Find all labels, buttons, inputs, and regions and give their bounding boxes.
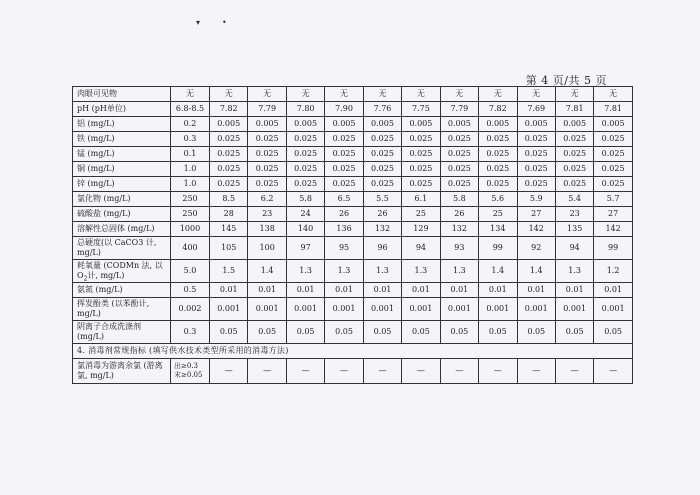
sample-value: 0.005 bbox=[440, 117, 478, 132]
sample-value: 0.025 bbox=[325, 132, 363, 147]
sample-value: 7.69 bbox=[517, 102, 555, 117]
sample-value: 6.2 bbox=[248, 192, 286, 207]
sample-value: — bbox=[402, 359, 440, 384]
table-row bbox=[73, 207, 633, 222]
sample-value: — bbox=[594, 359, 632, 384]
sample-value: — bbox=[210, 359, 248, 384]
sample-value: 7.75 bbox=[402, 102, 440, 117]
sample-value: 0.001 bbox=[325, 298, 363, 321]
sample-value: 无 bbox=[594, 87, 632, 102]
sample-value: 24 bbox=[286, 207, 324, 222]
sample-value: 0.025 bbox=[248, 147, 286, 162]
sample-value: — bbox=[325, 359, 363, 384]
sample-value: 0.01 bbox=[286, 283, 324, 298]
sample-value: 无 bbox=[248, 87, 286, 102]
sample-value: 0.025 bbox=[286, 162, 324, 177]
sample-value: 0.001 bbox=[555, 298, 593, 321]
sample-value: 0.001 bbox=[517, 298, 555, 321]
sample-value: 0.025 bbox=[363, 147, 401, 162]
table-row bbox=[73, 321, 633, 344]
sample-value: 5.8 bbox=[440, 192, 478, 207]
sample-value: 5.6 bbox=[479, 192, 517, 207]
sample-value: 1.3 bbox=[402, 260, 440, 283]
row-label: pH (pH单位) bbox=[73, 102, 171, 117]
sample-value: 7.80 bbox=[286, 102, 324, 117]
row-label: 耗氧量 (CODMn 法, 以 $O_2$计, mg/L) bbox=[73, 260, 171, 283]
sample-value: 0.01 bbox=[517, 283, 555, 298]
row-label: 氨氮 (mg/L) bbox=[73, 283, 171, 298]
sample-value: 0.025 bbox=[325, 162, 363, 177]
sample-value: 无 bbox=[210, 87, 248, 102]
sample-value: 0.025 bbox=[555, 132, 593, 147]
sample-value: 7.90 bbox=[325, 102, 363, 117]
sample-value: 0.025 bbox=[363, 177, 401, 192]
row-label: 肉眼可见物 bbox=[73, 87, 171, 102]
sample-value: 1.3 bbox=[286, 260, 324, 283]
sample-value: 0.05 bbox=[248, 321, 286, 344]
sample-value: 0.005 bbox=[363, 117, 401, 132]
sample-value: 0.01 bbox=[325, 283, 363, 298]
sample-value: 105 bbox=[210, 237, 248, 260]
sample-value: 0.025 bbox=[286, 177, 324, 192]
sample-value: 0.005 bbox=[248, 117, 286, 132]
sample-value: 99 bbox=[479, 237, 517, 260]
table-row bbox=[73, 177, 633, 192]
row-label: 氯消毒为游离余氯 (游离氯, mg/L) bbox=[73, 359, 171, 384]
limit-value: 5.0 bbox=[171, 260, 210, 283]
sample-value: 1.3 bbox=[363, 260, 401, 283]
sample-value: 无 bbox=[363, 87, 401, 102]
row-label: 铜 (mg/L) bbox=[73, 162, 171, 177]
sample-value: 1.3 bbox=[555, 260, 593, 283]
sample-value: 1.4 bbox=[517, 260, 555, 283]
sample-value: 0.005 bbox=[286, 117, 324, 132]
sample-value: 0.025 bbox=[517, 177, 555, 192]
sample-value: 0.01 bbox=[555, 283, 593, 298]
limit-value: 6.8-8.5 bbox=[171, 102, 210, 117]
sample-value: 0.025 bbox=[594, 132, 632, 147]
sample-value: 0.01 bbox=[402, 283, 440, 298]
sample-value: 0.025 bbox=[594, 162, 632, 177]
scan-marks: ▾ • bbox=[196, 18, 227, 27]
sample-value: 93 bbox=[440, 237, 478, 260]
row-label: 总硬度(以 CaCO3 计, mg/L) bbox=[73, 237, 171, 260]
limit-value: 0.002 bbox=[171, 298, 210, 321]
sample-value: 23 bbox=[248, 207, 286, 222]
sample-value: 7.82 bbox=[479, 102, 517, 117]
sample-value: 7.81 bbox=[594, 102, 632, 117]
sample-value: 无 bbox=[440, 87, 478, 102]
sample-value: 0.025 bbox=[440, 147, 478, 162]
sample-value: 0.025 bbox=[402, 147, 440, 162]
sample-value: 0.01 bbox=[210, 283, 248, 298]
table-row bbox=[73, 87, 633, 102]
sample-value: 0.05 bbox=[363, 321, 401, 344]
sample-value: — bbox=[479, 359, 517, 384]
sample-value: 0.025 bbox=[363, 132, 401, 147]
sample-value: 27 bbox=[517, 207, 555, 222]
sample-value: — bbox=[363, 359, 401, 384]
limit-value: 250 bbox=[171, 207, 210, 222]
sample-value: 0.01 bbox=[479, 283, 517, 298]
sample-value: — bbox=[555, 359, 593, 384]
limit-value: 0.2 bbox=[171, 117, 210, 132]
sample-value: — bbox=[286, 359, 324, 384]
sample-value: 0.025 bbox=[517, 162, 555, 177]
sample-value: 5.4 bbox=[555, 192, 593, 207]
sample-value: 1.2 bbox=[594, 260, 632, 283]
sample-value: 99 bbox=[594, 237, 632, 260]
sample-value: 无 bbox=[325, 87, 363, 102]
table-row bbox=[73, 147, 633, 162]
sample-value: 0.05 bbox=[517, 321, 555, 344]
sample-value: 0.005 bbox=[210, 117, 248, 132]
sample-value: 0.025 bbox=[479, 162, 517, 177]
sample-value: 0.05 bbox=[594, 321, 632, 344]
sample-value: 7.81 bbox=[555, 102, 593, 117]
table-row bbox=[73, 222, 633, 237]
sample-value: 26 bbox=[440, 207, 478, 222]
table-row bbox=[73, 132, 633, 147]
sample-value: 0.005 bbox=[479, 117, 517, 132]
sample-value: 0.01 bbox=[440, 283, 478, 298]
sample-value: 0.025 bbox=[286, 147, 324, 162]
sample-value: 1.4 bbox=[248, 260, 286, 283]
sample-value: 0.025 bbox=[594, 177, 632, 192]
limit-value: 1.0 bbox=[171, 162, 210, 177]
sample-value: 0.025 bbox=[479, 177, 517, 192]
sample-value: 96 bbox=[363, 237, 401, 260]
sample-value: 27 bbox=[594, 207, 632, 222]
sample-value: 7.76 bbox=[363, 102, 401, 117]
sample-value: 1.5 bbox=[210, 260, 248, 283]
sample-value: 0.025 bbox=[363, 162, 401, 177]
sample-value: 无 bbox=[517, 87, 555, 102]
sample-value: 0.01 bbox=[248, 283, 286, 298]
sample-value: 5.9 bbox=[517, 192, 555, 207]
sample-value: 0.025 bbox=[440, 162, 478, 177]
sample-value: 6.1 bbox=[402, 192, 440, 207]
sample-value: 0.025 bbox=[248, 162, 286, 177]
sample-value: 138 bbox=[248, 222, 286, 237]
limit-value: 0.1 bbox=[171, 147, 210, 162]
limit-value: 0.3 bbox=[171, 321, 210, 344]
sample-value: 0.025 bbox=[594, 147, 632, 162]
sample-value: 0.025 bbox=[555, 162, 593, 177]
sample-value: 0.05 bbox=[325, 321, 363, 344]
limit-value: 250 bbox=[171, 192, 210, 207]
sample-value: — bbox=[517, 359, 555, 384]
sample-value: 0.025 bbox=[286, 132, 324, 147]
table-row bbox=[73, 283, 633, 298]
row-label: 氯化物 (mg/L) bbox=[73, 192, 171, 207]
sample-value: 0.05 bbox=[210, 321, 248, 344]
sample-value: 7.79 bbox=[248, 102, 286, 117]
sample-value: 无 bbox=[479, 87, 517, 102]
sample-value: 0.025 bbox=[440, 177, 478, 192]
row-label: 锌 (mg/L) bbox=[73, 177, 171, 192]
sample-value: 0.025 bbox=[248, 132, 286, 147]
sample-value: 142 bbox=[594, 222, 632, 237]
sample-value: 0.025 bbox=[210, 147, 248, 162]
sample-value: 0.001 bbox=[402, 298, 440, 321]
sample-value: 134 bbox=[479, 222, 517, 237]
limit-value bbox=[171, 359, 210, 384]
row-label: 硫酸盐 (mg/L) bbox=[73, 207, 171, 222]
sample-value: 0.05 bbox=[440, 321, 478, 344]
row-label: 铝 (mg/L) bbox=[73, 117, 171, 132]
row-label: 挥发酚类 (以苯酚计, mg/L) bbox=[73, 298, 171, 321]
sample-value: 26 bbox=[363, 207, 401, 222]
sample-value: 0.025 bbox=[517, 147, 555, 162]
sample-value: 1.3 bbox=[325, 260, 363, 283]
row-label: 铁 (mg/L) bbox=[73, 132, 171, 147]
sample-value: 0.025 bbox=[479, 147, 517, 162]
sample-value: 5.5 bbox=[363, 192, 401, 207]
table-row bbox=[73, 359, 633, 384]
limit-outlet: 出≥0.3 bbox=[174, 362, 198, 370]
sample-value: 94 bbox=[402, 237, 440, 260]
sample-value: 0.05 bbox=[402, 321, 440, 344]
sample-value: 0.05 bbox=[479, 321, 517, 344]
sample-value: 142 bbox=[517, 222, 555, 237]
sample-value: 0.01 bbox=[594, 283, 632, 298]
sample-value: 94 bbox=[555, 237, 593, 260]
row-label: 溶解性总固体 (mg/L) bbox=[73, 222, 171, 237]
sample-value: 25 bbox=[479, 207, 517, 222]
section-heading-row bbox=[73, 344, 633, 359]
row-label: 阴离子合成洗涤剂 (mg/L) bbox=[73, 321, 171, 344]
sample-value: 28 bbox=[210, 207, 248, 222]
table-row bbox=[73, 102, 633, 117]
sample-value: 0.025 bbox=[325, 147, 363, 162]
sample-value: 0.005 bbox=[402, 117, 440, 132]
sample-value: 129 bbox=[402, 222, 440, 237]
sample-value: 0.05 bbox=[286, 321, 324, 344]
sample-value: 132 bbox=[440, 222, 478, 237]
limit-value: 无 bbox=[171, 87, 210, 102]
sample-value: 0.025 bbox=[555, 177, 593, 192]
sample-value: 0.025 bbox=[517, 132, 555, 147]
sample-value: 无 bbox=[402, 87, 440, 102]
sample-value: 0.025 bbox=[210, 162, 248, 177]
sample-value: 26 bbox=[325, 207, 363, 222]
sample-value: 0.001 bbox=[248, 298, 286, 321]
table-row bbox=[73, 162, 633, 177]
sample-value: 0.025 bbox=[555, 147, 593, 162]
sample-value: 0.005 bbox=[594, 117, 632, 132]
sample-value: 0.025 bbox=[402, 162, 440, 177]
sample-value: — bbox=[248, 359, 286, 384]
sample-value: 0.005 bbox=[517, 117, 555, 132]
sample-value: 无 bbox=[286, 87, 324, 102]
sample-value: 23 bbox=[555, 207, 593, 222]
table-row bbox=[73, 260, 633, 283]
sample-value: 0.005 bbox=[555, 117, 593, 132]
sample-value: 0.05 bbox=[555, 321, 593, 344]
sample-value: 0.025 bbox=[479, 132, 517, 147]
sample-value: 8.5 bbox=[210, 192, 248, 207]
sample-value: 1.3 bbox=[440, 260, 478, 283]
sample-value: 0.005 bbox=[325, 117, 363, 132]
sample-value: 0.025 bbox=[325, 177, 363, 192]
sample-value: 0.025 bbox=[402, 177, 440, 192]
sample-value: 92 bbox=[517, 237, 555, 260]
sample-value: 0.001 bbox=[594, 298, 632, 321]
sample-value: — bbox=[440, 359, 478, 384]
sample-value: 132 bbox=[363, 222, 401, 237]
sample-value: 0.025 bbox=[248, 177, 286, 192]
section-heading: 4. 消毒剂常规指标 (填写供水技术类型所采用的消毒方法) bbox=[73, 344, 633, 359]
sample-value: 1.4 bbox=[479, 260, 517, 283]
sample-value: 0.01 bbox=[363, 283, 401, 298]
sample-value: 0.025 bbox=[210, 132, 248, 147]
sample-value: 0.025 bbox=[210, 177, 248, 192]
sample-value: 25 bbox=[402, 207, 440, 222]
water-quality-table bbox=[72, 86, 633, 384]
sample-value: 6.5 bbox=[325, 192, 363, 207]
sample-value: 140 bbox=[286, 222, 324, 237]
sample-value: 0.001 bbox=[286, 298, 324, 321]
sample-value: 145 bbox=[210, 222, 248, 237]
sample-value: 95 bbox=[325, 237, 363, 260]
limit-value: 1.0 bbox=[171, 177, 210, 192]
table-row bbox=[73, 192, 633, 207]
table-row bbox=[73, 117, 633, 132]
sample-value: 0.001 bbox=[363, 298, 401, 321]
limit-value: 400 bbox=[171, 237, 210, 260]
sample-value: 136 bbox=[325, 222, 363, 237]
limit-value: 0.3 bbox=[171, 132, 210, 147]
table-row bbox=[73, 237, 633, 260]
sample-value: 135 bbox=[555, 222, 593, 237]
sample-value: 7.79 bbox=[440, 102, 478, 117]
sample-value: 0.025 bbox=[440, 132, 478, 147]
sample-value: 0.025 bbox=[402, 132, 440, 147]
sample-value: 7.82 bbox=[210, 102, 248, 117]
sample-value: 97 bbox=[286, 237, 324, 260]
limit-terminal: 末≥0.05 bbox=[174, 371, 203, 379]
sample-value: 0.001 bbox=[440, 298, 478, 321]
sample-value: 5.7 bbox=[594, 192, 632, 207]
sample-value: 0.001 bbox=[210, 298, 248, 321]
sample-value: 0.001 bbox=[479, 298, 517, 321]
limit-value: 1000 bbox=[171, 222, 210, 237]
sample-value: 5.8 bbox=[286, 192, 324, 207]
page-indicator: 第 4 页/共 5 页 bbox=[525, 74, 607, 87]
table-row bbox=[73, 298, 633, 321]
row-label: 锰 (mg/L) bbox=[73, 147, 171, 162]
sample-value: 100 bbox=[248, 237, 286, 260]
limit-value: 0.5 bbox=[171, 283, 210, 298]
sample-value: 无 bbox=[555, 87, 593, 102]
